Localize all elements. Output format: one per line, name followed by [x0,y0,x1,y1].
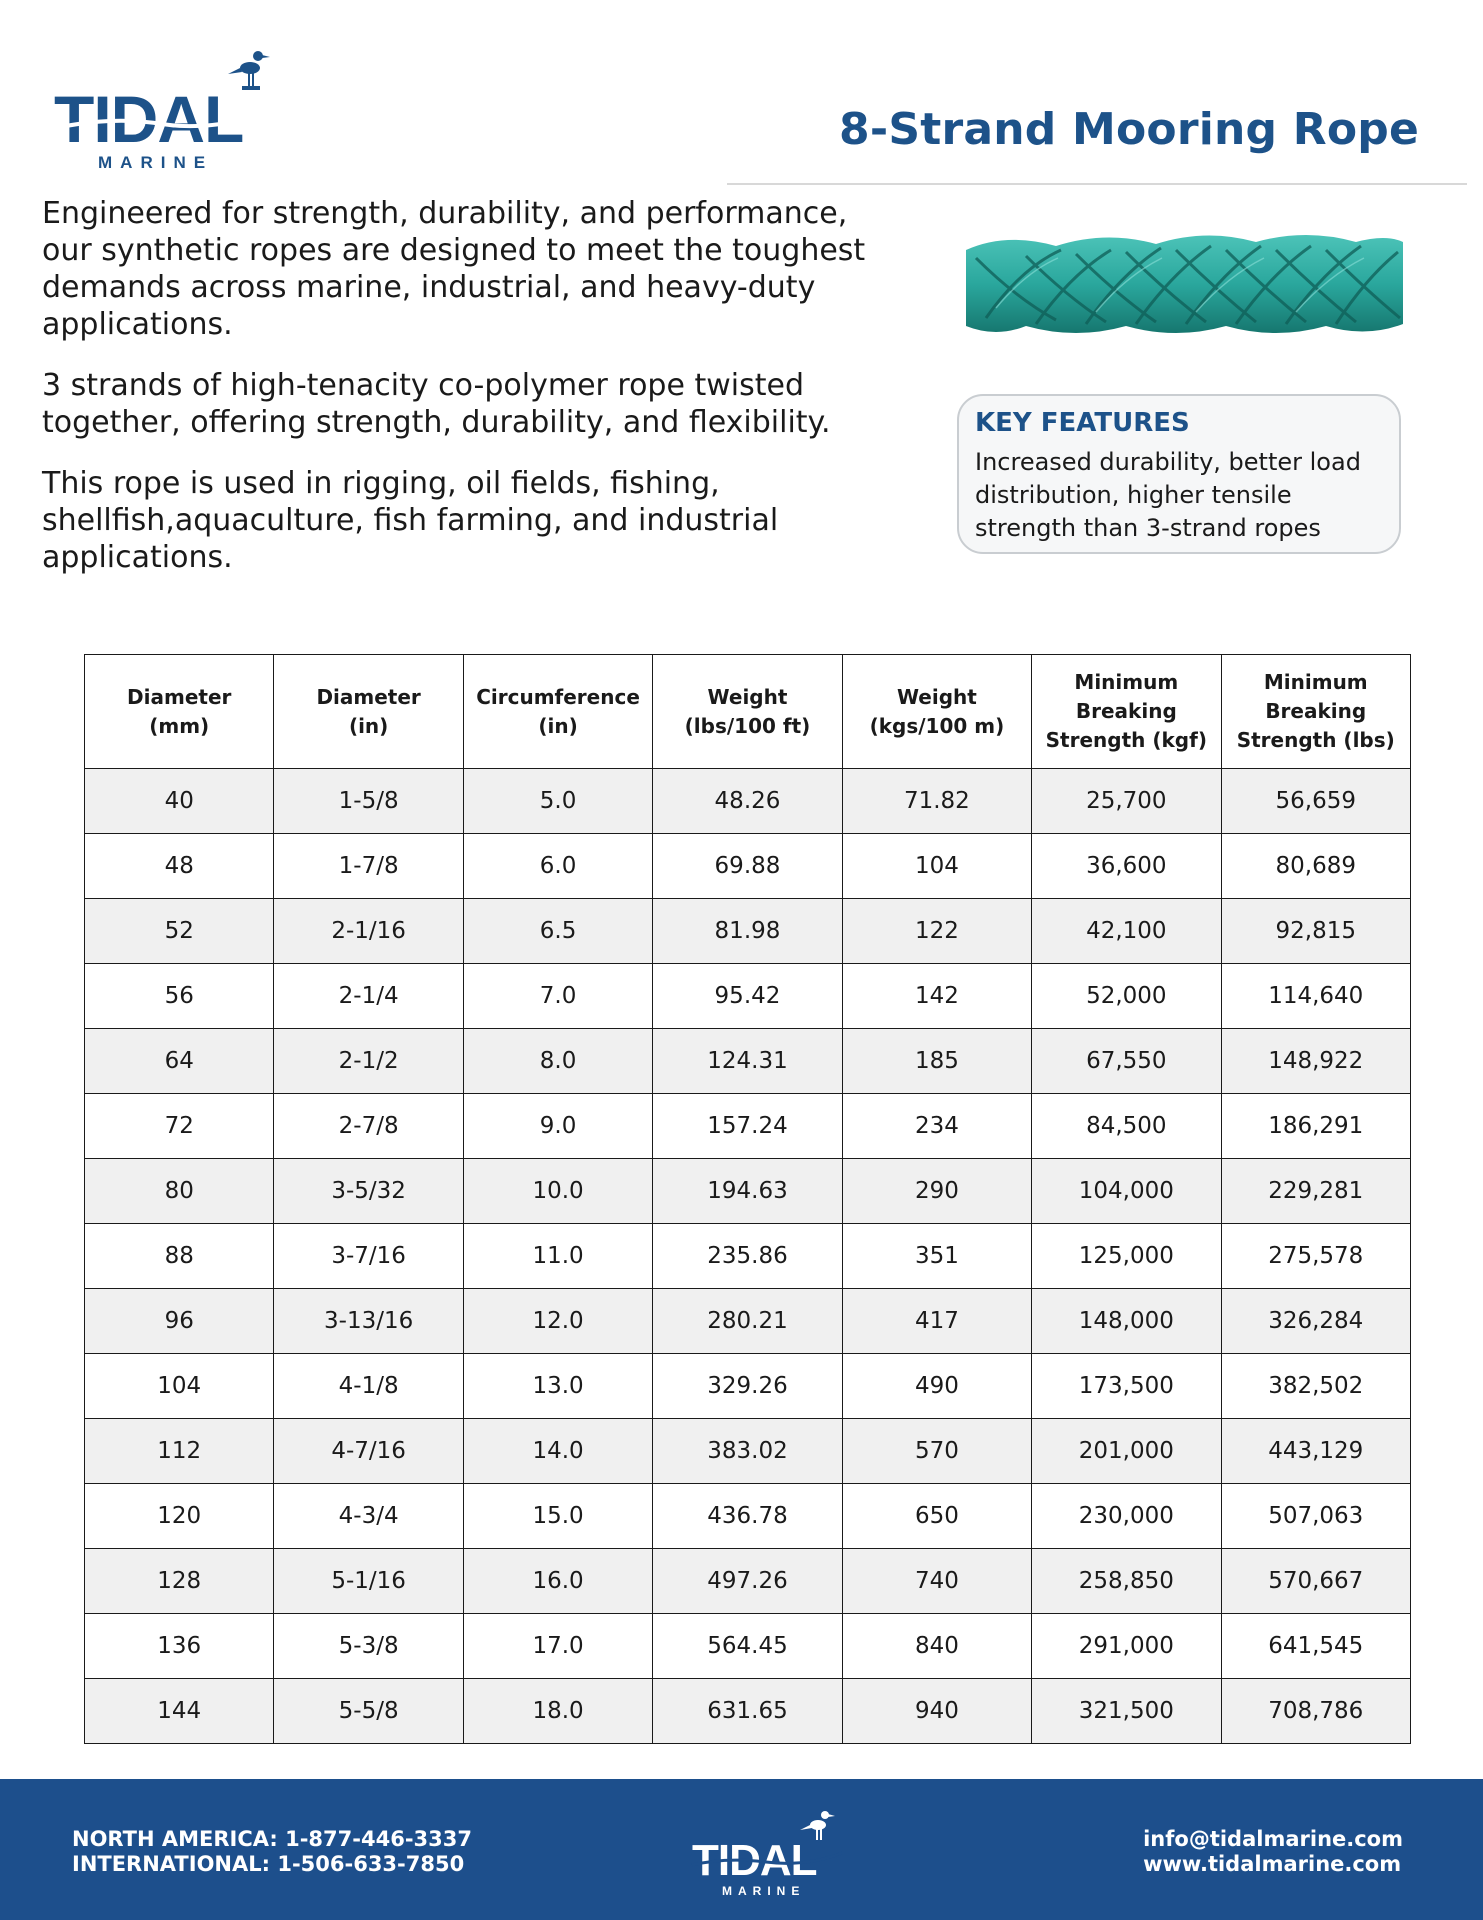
table-cell: 329.26 [653,1354,842,1419]
table-cell: 3-5/32 [274,1159,463,1224]
table-cell: 104 [85,1354,274,1419]
table-cell: 15.0 [463,1484,652,1549]
table-cell: 6.5 [463,899,652,964]
table-cell: 7.0 [463,964,652,1029]
table-cell: 80,689 [1221,834,1410,899]
table-cell: 122 [842,899,1031,964]
table-cell: 84,500 [1032,1094,1221,1159]
column-header: Minimum Breaking Strength (lbs) [1221,655,1410,769]
table-cell: 17.0 [463,1614,652,1679]
table-body [85,769,1411,1744]
table-row [85,834,1411,899]
table-cell: 570 [842,1419,1031,1484]
table-cell: 641,545 [1221,1614,1410,1679]
table-cell: 144 [85,1679,274,1744]
table-cell: 5-1/16 [274,1549,463,1614]
table-cell: 1-5/8 [274,769,463,834]
table-cell: 124.31 [653,1029,842,1094]
table-cell: 9.0 [463,1094,652,1159]
table-cell: 112 [85,1419,274,1484]
table-cell: 290 [842,1159,1031,1224]
table-cell: 56,659 [1221,769,1410,834]
footer-tidal-logo [686,1805,846,1901]
table-row [85,1549,1411,1614]
table-cell: 71.82 [842,769,1031,834]
table-cell: 507,063 [1221,1484,1410,1549]
table-cell: 497.26 [653,1549,842,1614]
table-cell: 125,000 [1032,1224,1221,1289]
table-cell: 148,000 [1032,1289,1221,1354]
table-cell: 326,284 [1221,1289,1410,1354]
table-cell: 840 [842,1614,1031,1679]
table-cell: 201,000 [1032,1419,1221,1484]
table-row [85,964,1411,1029]
footer-phones [72,1827,472,1877]
table-cell: 258,850 [1032,1549,1221,1614]
table-cell: 5-5/8 [274,1679,463,1744]
logo-tagline: MARINE [98,153,214,172]
logo-wordmark: TIDAL [54,82,244,156]
table-cell: 4-7/16 [274,1419,463,1484]
table-cell: 564.45 [653,1614,842,1679]
table-header-row [85,655,1411,769]
website-link[interactable]: www.tidalmarine.com [1143,1852,1402,1876]
footer-contacts [1143,1827,1403,1877]
footer-logo-wordmark: TIDAL [692,1836,817,1885]
table-cell: 2-1/16 [274,899,463,964]
column-header: Diameter (in) [274,655,463,769]
table-cell: 104,000 [1032,1159,1221,1224]
table-cell: 128 [85,1549,274,1614]
table-row [85,899,1411,964]
intro-paragraph: This rope is used in rigging, oil fields, fishing, shellfish,aquaculture, fish farming, and industrial applications. [42,466,779,575]
table-cell: 650 [842,1484,1031,1549]
table-cell: 142 [842,964,1031,1029]
table-cell: 11.0 [463,1224,652,1289]
table-cell: 114,640 [1221,964,1410,1029]
table-cell: 10.0 [463,1159,652,1224]
table-cell: 382,502 [1221,1354,1410,1419]
table-cell: 12.0 [463,1289,652,1354]
table-cell: 64 [85,1029,274,1094]
table-cell: 173,500 [1032,1354,1221,1419]
table-row [85,1029,1411,1094]
table-row [85,1159,1411,1224]
table-cell: 291,000 [1032,1614,1221,1679]
table-cell: 36,600 [1032,834,1221,899]
table-cell: 417 [842,1289,1031,1354]
tidal-marine-logo [52,44,282,172]
table-cell: 275,578 [1221,1224,1410,1289]
table-cell: 13.0 [463,1354,652,1419]
table-cell: 81.98 [653,899,842,964]
table-row [85,1094,1411,1159]
intro-section [42,195,892,600]
footer [0,1779,1483,1920]
table-cell: 6.0 [463,834,652,899]
table-row [85,1419,1411,1484]
column-header: Circumference (in) [463,655,652,769]
table-cell: 708,786 [1221,1679,1410,1744]
table-cell: 120 [85,1484,274,1549]
table-cell: 95.42 [653,964,842,1029]
table-cell: 92,815 [1221,899,1410,964]
table-cell: 234 [842,1094,1031,1159]
table-cell: 740 [842,1549,1031,1614]
table-cell: 136 [85,1614,274,1679]
table-cell: 4-1/8 [274,1354,463,1419]
key-features-title: KEY FEATURES [975,408,1190,438]
page-title: 8-Strand Mooring Rope [839,104,1419,155]
table-cell: 351 [842,1224,1031,1289]
footer-logo-tagline: MARINE [722,1884,806,1898]
table-cell: 3-13/16 [274,1289,463,1354]
rope-photo [966,228,1403,340]
table-cell: 42,100 [1032,899,1221,964]
table-cell: 631.65 [653,1679,842,1744]
table-cell: 5-3/8 [274,1614,463,1679]
table-cell: 40 [85,769,274,834]
table-cell: 321,500 [1032,1679,1221,1744]
table-cell: 25,700 [1032,769,1221,834]
key-features-text: Increased durability, better load distribution, higher tensile strength than 3-strand ropes [975,448,1361,542]
header-divider [727,183,1467,185]
table-row [85,1289,1411,1354]
table-cell: 157.24 [653,1094,842,1159]
table-cell: 69.88 [653,834,842,899]
rope-specifications-table [84,654,1411,1744]
email-link[interactable]: info@tidalmarine.com [1143,1827,1403,1851]
table-cell: 72 [85,1094,274,1159]
table-cell: 4-3/4 [274,1484,463,1549]
table-row [85,769,1411,834]
table-cell: 18.0 [463,1679,652,1744]
table-cell: 16.0 [463,1549,652,1614]
intro-paragraph: 3 strands of high-tenacity co-polymer rope twisted together, offering strength, durability, and flexibility. [42,368,831,440]
column-header: Weight (lbs/100 ft) [653,655,842,769]
table-cell: 570,667 [1221,1549,1410,1614]
table-cell: 436.78 [653,1484,842,1549]
table-cell: 88 [85,1224,274,1289]
column-header: Weight (kgs/100 m) [842,655,1031,769]
table-cell: 3-7/16 [274,1224,463,1289]
table-cell: 96 [85,1289,274,1354]
table-cell: 14.0 [463,1419,652,1484]
phone-north-america[interactable]: NORTH AMERICA: 1-877-446-3337 [72,1827,472,1851]
phone-international[interactable]: INTERNATIONAL: 1-506-633-7850 [72,1852,465,1876]
table-cell: 194.63 [653,1159,842,1224]
table-row [85,1679,1411,1744]
table-cell: 104 [842,834,1031,899]
table-row [85,1224,1411,1289]
table-cell: 2-1/2 [274,1029,463,1094]
column-header: Minimum Breaking Strength (kgf) [1032,655,1221,769]
table-cell: 280.21 [653,1289,842,1354]
table-cell: 48.26 [653,769,842,834]
table-row [85,1614,1411,1679]
table-cell: 52 [85,899,274,964]
column-header: Diameter (mm) [85,655,274,769]
table-cell: 2-1/4 [274,964,463,1029]
table-cell: 490 [842,1354,1031,1419]
table-row [85,1484,1411,1549]
table-row [85,1354,1411,1419]
table-cell: 383.02 [653,1419,842,1484]
table-cell: 1-7/8 [274,834,463,899]
table-cell: 48 [85,834,274,899]
table-cell: 8.0 [463,1029,652,1094]
table-cell: 67,550 [1032,1029,1221,1094]
table-cell: 2-7/8 [274,1094,463,1159]
table-cell: 443,129 [1221,1419,1410,1484]
table-cell: 229,281 [1221,1159,1410,1224]
table-cell: 940 [842,1679,1031,1744]
table-cell: 230,000 [1032,1484,1221,1549]
table-cell: 235.86 [653,1224,842,1289]
table-cell: 148,922 [1221,1029,1410,1094]
key-features-box [957,394,1401,554]
table-cell: 5.0 [463,769,652,834]
intro-paragraph: Engineered for strength, durability, and performance, our synthetic ropes are designed to meet the toughest demands across marine, industrial, and heavy-duty applications. [42,196,866,342]
table-cell: 52,000 [1032,964,1221,1029]
table-cell: 185 [842,1029,1031,1094]
table-cell: 80 [85,1159,274,1224]
table-cell: 56 [85,964,274,1029]
table-cell: 186,291 [1221,1094,1410,1159]
